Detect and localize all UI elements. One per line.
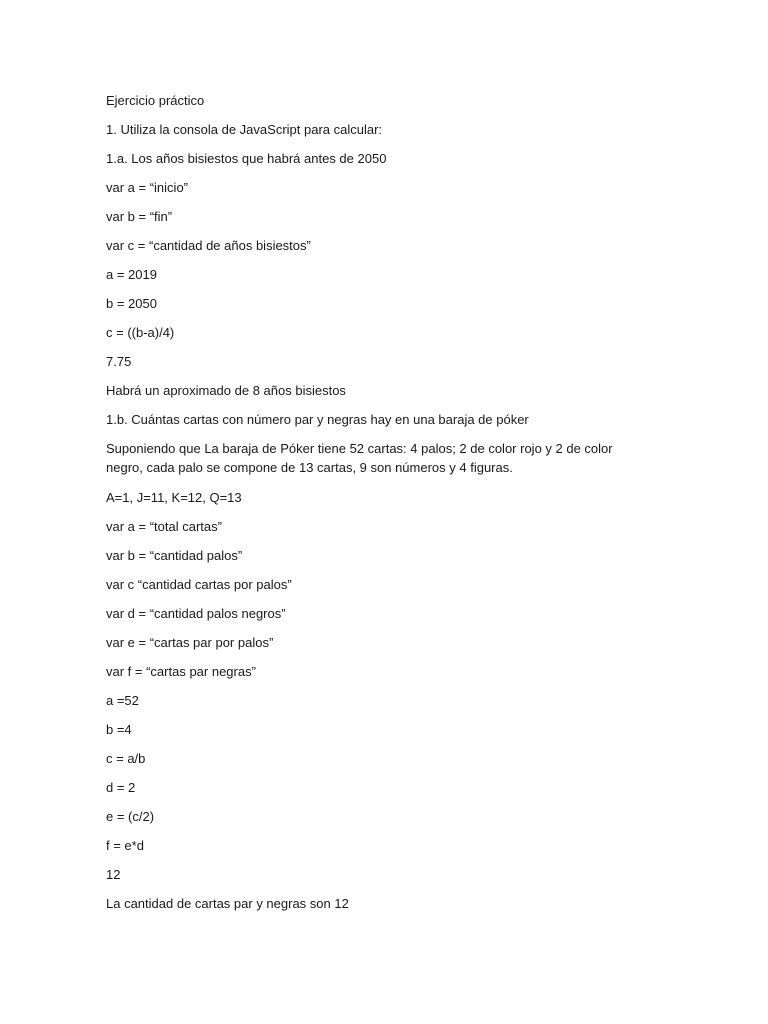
result-line: 12 — [106, 867, 121, 882]
code-line: a = 2019 — [106, 267, 157, 282]
code-line: b =4 — [106, 722, 132, 737]
code-line: c = ((b-a)/4) — [106, 325, 175, 340]
code-line: b = 2050 — [106, 296, 157, 311]
conclusion-line: La cantidad de cartas par y negras son 12 — [106, 896, 349, 911]
part-a-heading: 1.a. Los años bisiestos que habrá antes de 2050 — [106, 151, 387, 166]
code-line: a =52 — [106, 693, 139, 708]
code-line: var e = “cartas par por palos” — [106, 635, 274, 650]
code-line: d = 2 — [106, 780, 136, 795]
code-line: var a = “inicio” — [106, 180, 188, 195]
code-line: f = e*d — [106, 838, 144, 853]
part-b-heading: 1.b. Cuántas cartas con número par y negras hay en una baraja de póker — [106, 412, 529, 427]
code-line: var f = “cartas par negras” — [106, 664, 256, 679]
conclusion-line: Habrá un aproximado de 8 años bisiestos — [106, 383, 346, 398]
code-line: c = a/b — [106, 751, 146, 766]
code-line: var c “cantidad cartas por palos” — [106, 577, 292, 592]
code-line: var d = “cantidad palos negros” — [106, 606, 286, 621]
result-line: 7.75 — [106, 354, 132, 369]
instruction: 1. Utiliza la consola de JavaScript para calcular: — [106, 122, 383, 137]
code-line: var a = “total cartas” — [106, 519, 222, 534]
code-line: var c = “cantidad de años bisiestos” — [106, 238, 311, 253]
code-line: e = (c/2) — [106, 809, 155, 824]
code-line: var b = “fin” — [106, 209, 173, 224]
code-line: var b = “cantidad palos” — [106, 548, 243, 563]
part-b-intro: Suponiendo que La baraja de Póker tiene 52 cartas: 4 palos; 2 de color rojo y 2 de color negro, cada palo se compone de 13 cartas, 9 son números y 4 figuras. — [106, 441, 613, 475]
code-line: A=1, J=11, K=12, Q=13 — [106, 490, 242, 505]
document-title: Ejercicio práctico — [106, 93, 205, 108]
